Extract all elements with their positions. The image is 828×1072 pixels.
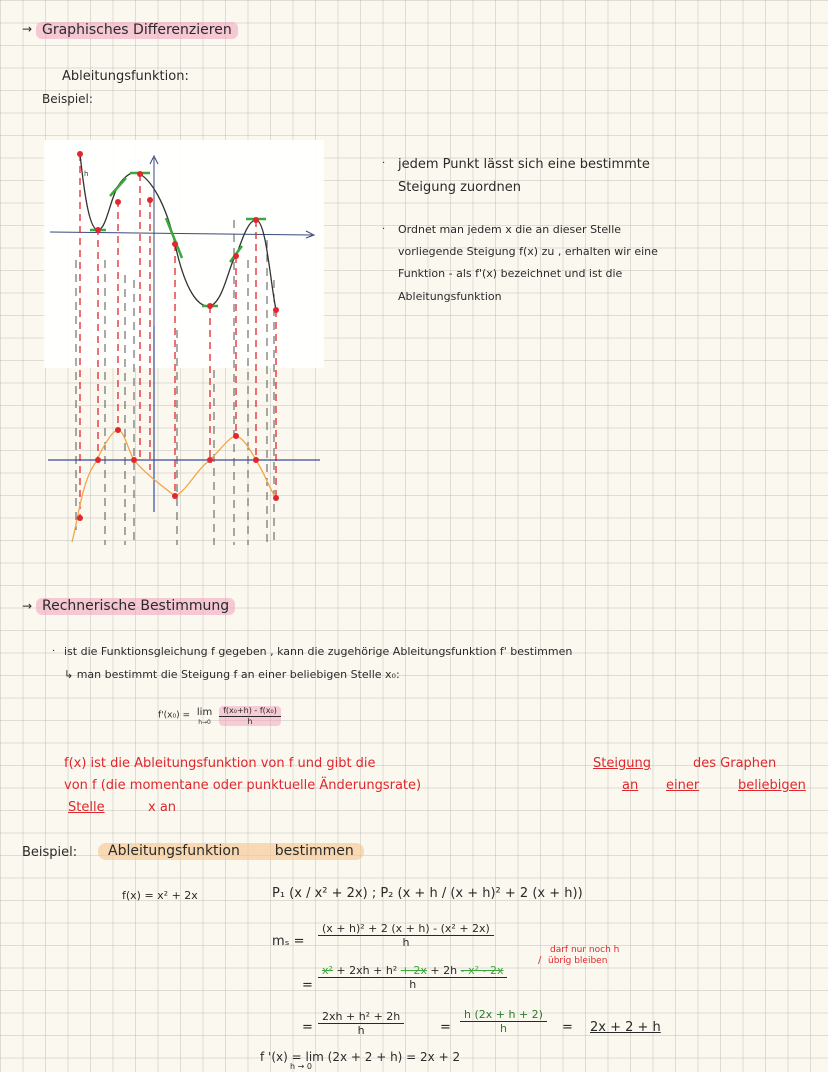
eq-4: = <box>440 1020 451 1035</box>
bullet2-line4: Ableitungsfunktion <box>398 290 502 303</box>
ms-label: mₛ = <box>272 934 305 949</box>
section1-subtitle: Ableitungsfunktion: <box>62 69 189 84</box>
strike-2x: + 2x <box>400 964 427 977</box>
fraction-4: $\frac{h (2x + h + 2)}{h}$ <box>460 1008 547 1035</box>
bullet-dot-1: · <box>382 158 386 169</box>
annotation-line1: darf nur noch h <box>550 945 620 955</box>
definition-steigung: Steigung <box>593 756 651 771</box>
bullet-dot-2: · <box>382 224 386 235</box>
fraction-1-num: (x + h)² + 2 (x + h) - (x² + 2x) <box>318 922 494 936</box>
annotation-check: / <box>538 955 542 966</box>
strike-x2-2x: - x² - 2x <box>460 964 504 977</box>
annotation-line2: übrig bleiben <box>548 956 608 966</box>
example2-label: Beispiel: <box>22 845 78 860</box>
fraction-3: $\frac{\text{2xh + h² + 2h}}{h}$ <box>318 1010 404 1037</box>
section2-bullet-dot: · <box>52 646 56 657</box>
limit-formula-lhs: f'(x₀) = <box>158 710 191 721</box>
eq-5: = <box>562 1020 573 1035</box>
fraction-2: $\frac{\text{x² + 2xh + h² + 2x + 2h - x² - 2x}}{h}$ <box>318 964 507 991</box>
fraction-2-den: h <box>409 978 417 992</box>
definition-line2: von f (die momentane oder punktuelle Änderungsrate) <box>64 778 422 793</box>
definition-des-graphen: des Graphen <box>693 756 777 771</box>
example-points: P₁ (x / x² + 2x) ; P₂ (x + h / (x + h)² + 2 (x + h)) <box>272 886 583 901</box>
limit-formula <box>158 706 281 726</box>
final-equation: f '(x) = lim (2x + 2 + h) = 2x + 2 <box>260 1050 461 1064</box>
bullet2-line2: vorliegende Steigung f(x) zu , erhalten wir eine <box>398 245 658 258</box>
strike-x2: x² <box>322 964 333 977</box>
fraction-1-den: h <box>402 936 410 950</box>
result: 2x + 2 + h <box>590 1020 661 1035</box>
section2-title: Rechnerische Bestimmung <box>36 598 235 615</box>
graph-h-label: h <box>84 170 89 178</box>
section2-arrow: → <box>22 599 33 613</box>
section2-line2: ↳ man bestimmt die Steigung f an einer beliebigen Stelle x₀: <box>64 668 400 681</box>
definition-line1: f(x) ist die Ableitungsfunktion von f und gibt die <box>64 756 376 771</box>
eq-3: = <box>302 1020 313 1035</box>
limit-formula-fraction: $\frac{\text{f(x₀+h) - f(x₀)}}{h}$ <box>219 706 281 726</box>
example2-title: Ableitungsfunktion bestimmen <box>98 843 364 860</box>
fraction-1 <box>318 922 494 949</box>
derivative-graph <box>30 140 360 560</box>
section2-line1: ist die Funktionsgleichung f gegeben , kann die zugehörige Ableitungsfunktion f' bestimmen <box>64 645 573 658</box>
bullet1-line1: jedem Punkt lässt sich eine bestimmte <box>398 157 650 172</box>
final-equation-sub: h → 0 <box>290 1062 312 1071</box>
section1-title: Graphisches Differenzieren <box>36 22 238 39</box>
definition-einer: einer <box>666 778 700 793</box>
example-label: Beispiel: <box>42 92 93 106</box>
limit-formula-lim: lim h→0 <box>196 706 213 726</box>
definition-an: an <box>622 778 639 793</box>
bullet1-line2: Steigung zuordnen <box>398 180 521 195</box>
bullet2-line3: Funktion - als f'(x) bezeichnet und ist die <box>398 267 623 280</box>
bullet2-line1: Ordnet man jedem x die an dieser Stelle <box>398 223 622 236</box>
section1-arrow: → <box>22 22 33 36</box>
eq-2: = <box>302 978 313 993</box>
definition-beliebigen: beliebigen <box>738 778 806 793</box>
example-function: f(x) = x² + 2x <box>122 889 198 902</box>
definition-x-an: x an <box>148 800 177 815</box>
definition-stelle: Stelle <box>68 800 105 815</box>
graph-derivative-curve <box>72 430 276 542</box>
